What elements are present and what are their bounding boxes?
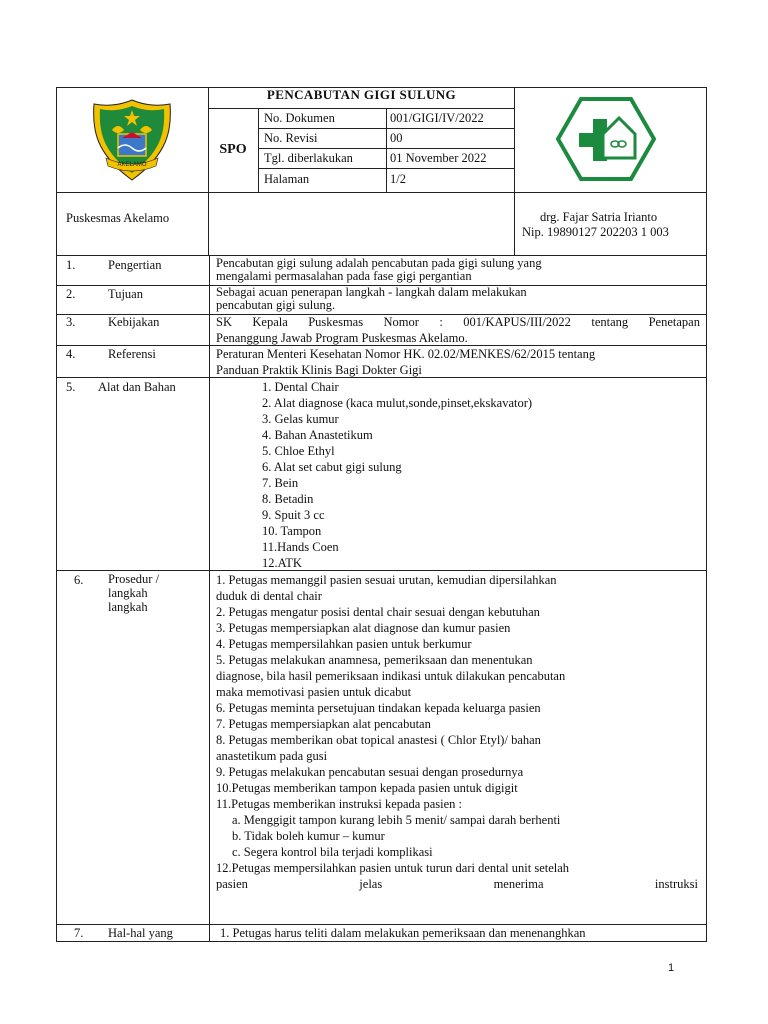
procedure-line: 10.Petugas memberikan tampon kepada pasien untuk digigit: [216, 781, 518, 795]
procedure-sub-item: b. Tidak boleh kumur – kumur: [232, 829, 385, 843]
signer-name: drg. Fajar Satria Irianto: [540, 210, 658, 224]
section-6-label: Prosedur /: [108, 572, 160, 586]
section-3-label: Kebijakan: [108, 315, 160, 329]
puskesmas-logo: [556, 96, 656, 182]
word: Puskesmas: [308, 315, 364, 329]
equipment-item: 10. Tampon: [262, 524, 322, 538]
procedure-line: 7. Petugas mempersiapkan alat pencabutan: [216, 717, 431, 731]
procedure-line: 4. Petugas mempersilahkan pasien untuk berkumur: [216, 637, 472, 651]
section-7-label: Hal-hal yang: [108, 926, 173, 940]
procedure-line: diagnose, bila hasil pemeriksaan indikasi untuk dilakukan pencabutan: [216, 669, 566, 683]
section-5-label: Alat dan Bahan: [98, 380, 176, 394]
equipment-item: 3. Gelas kumur: [262, 412, 339, 426]
svg-text:AKELAMO: AKELAMO: [117, 162, 147, 168]
word: Kepala: [252, 315, 288, 329]
section-4-label: Referensi: [108, 347, 156, 361]
section-7-line: 1. Petugas harus teliti dalam melakukan pemeriksaan dan menenanghkan: [220, 926, 586, 940]
doc-number-value: 001/GIGI/IV/2022: [390, 111, 484, 125]
section-2-number: 2.: [66, 287, 76, 301]
procedure-line: 11.Petugas memberikan instruksi kepada pasien :: [216, 797, 463, 811]
page-value: 1/2: [390, 172, 406, 186]
procedure-line: 12.Petugas mempersilahkan pasien untuk turun dari dental unit setelah: [216, 861, 570, 875]
section-1-line: Pencabutan gigi sulung adalah pencabutan pada gigi sulung yang: [216, 256, 542, 270]
institution-name: Puskesmas Akelamo: [66, 211, 170, 225]
equipment-item: 12.ATK: [262, 556, 302, 570]
section-2-line: pencabutan gigi sulung.: [216, 298, 336, 312]
signer-nip: Nip. 19890127 202203 1 003: [522, 225, 669, 239]
section-5-number: 5.: [66, 380, 76, 394]
equipment-item: 2. Alat diagnose (kaca mulut,sonde,pinset,ekskavator): [262, 396, 533, 410]
procedure-line: anastetikum pada gusi: [216, 749, 328, 763]
word: instruksi: [654, 877, 698, 891]
equipment-item: 6. Alat set cabut gigi sulung: [262, 460, 402, 474]
section-7-number: 7.: [74, 926, 84, 940]
revision-label: No. Revisi: [264, 131, 318, 145]
section-6-label: langkah: [108, 586, 148, 600]
procedure-line: 8. Petugas memberikan obat topical anastesi ( Chlor Etyl)/ bahan: [216, 733, 541, 747]
section-1-label: Pengertian: [108, 258, 162, 272]
equipment-item: 11.Hands Coen: [262, 540, 339, 554]
section-3-line-justified: [216, 314, 700, 330]
section-1-number: 1.: [66, 258, 76, 272]
section-6-number: 6.: [74, 573, 84, 587]
equipment-item: 9. Spuit 3 cc: [262, 508, 325, 522]
section-4-line: Panduan Praktik Klinis Bagi Dokter Gigi: [216, 363, 422, 377]
word: Penetapan: [648, 315, 700, 329]
page-number: 1: [668, 962, 675, 974]
page-label: Halaman: [264, 172, 310, 186]
word: 001/KAPUS/III/2022: [463, 315, 571, 329]
procedure-line: 5. Petugas melakukan anamnesa, pemeriksaan dan menentukan: [216, 653, 533, 667]
procedure-line: 6. Petugas meminta persetujuan tindakan kepada keluarga pasien: [216, 701, 541, 715]
section-4-line: Peraturan Menteri Kesehatan Nomor HK. 02.02/MENKES/62/2015 tentang: [216, 347, 596, 361]
word: :: [439, 315, 443, 329]
effective-date-label: Tgl. diberlakukan: [264, 151, 353, 165]
section-4-number: 4.: [66, 347, 76, 361]
section-2-line: Sebagai acuan penerapan langkah - langkah dalam melakukan: [216, 285, 527, 299]
section-6-label: langkah: [108, 600, 148, 614]
word: SK: [216, 315, 232, 329]
section-3-line: Penanggung Jawab Program Puskesmas Akelamo.: [216, 331, 468, 345]
spo-label: SPO: [219, 142, 247, 157]
section-3-number: 3.: [66, 315, 76, 329]
procedure-line: 3. Petugas mempersiapkan alat diagnose dan kumur pasien: [216, 621, 511, 635]
procedure-line: 1. Petugas memanggil pasien sesuai urutan, kemudian dipersilahkan: [216, 573, 557, 587]
procedure-line: duduk di dental chair: [216, 589, 322, 603]
revision-value: 00: [390, 131, 403, 145]
procedure-line: 2. Petugas mengatur posisi dental chair sesuai dengan kebutuhan: [216, 605, 540, 619]
document-title: PENCABUTAN GIGI SULUNG: [266, 87, 457, 102]
equipment-item: 7. Bein: [262, 476, 299, 490]
section-1-line: mengalami permasalahan pada fase gigi pergantian: [216, 269, 472, 283]
procedure-sub-item: a. Menggigit tampon kurang lebih 5 menit/ sampai darah berhenti: [232, 813, 561, 827]
equipment-item: 5. Chloe Ethyl: [262, 444, 335, 458]
word: jelas: [359, 877, 383, 891]
section-2-label: Tujuan: [108, 287, 143, 301]
equipment-item: 8. Betadin: [262, 492, 314, 506]
equipment-item: 4. Bahan Anastetikum: [262, 428, 373, 442]
doc-number-label: No. Dokumen: [264, 111, 335, 125]
word: tentang: [591, 315, 629, 329]
procedure-line: 9. Petugas melakukan pencabutan sesuai dengan prosedurnya: [216, 765, 524, 779]
word: menerima: [493, 877, 544, 891]
regional-emblem-logo: [88, 96, 176, 184]
procedure-line-justified: [216, 876, 698, 892]
procedure-line: maka memotivasi pasien untuk dicabut: [216, 685, 412, 699]
procedure-sub-item: c. Segera kontrol bila terjadi komplikasi: [232, 845, 433, 859]
word: Nomor: [383, 315, 419, 329]
effective-date-value: 01 November 2022: [390, 151, 487, 165]
word: pasien: [216, 877, 248, 891]
equipment-item: 1. Dental Chair: [262, 380, 339, 394]
